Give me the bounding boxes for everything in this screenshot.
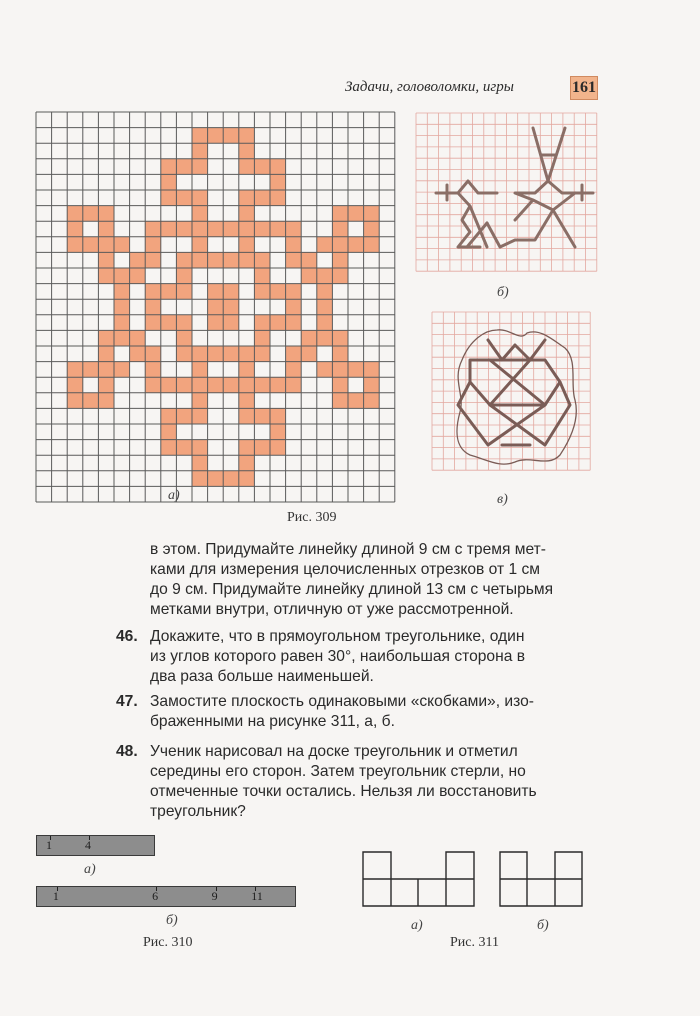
problem-number: 47. <box>116 693 138 710</box>
figure-309-caption: Рис. 309 <box>287 510 337 525</box>
text-line: Докажите, что в прямоугольном треугольнике, один <box>150 628 525 645</box>
ruler-label: 4 <box>85 838 91 852</box>
text-line: Ученик нарисовал на доске треугольник и отметил <box>150 743 518 760</box>
figure-309-label-v: в) <box>497 492 508 507</box>
text-line: метками внутри, отличную от уже рассмотренной. <box>150 601 514 618</box>
ruler-label: 1 <box>52 889 59 903</box>
figure-311-label-b: б) <box>537 918 549 933</box>
ruler-label: 6 <box>152 889 159 903</box>
bracket-a <box>363 852 474 906</box>
ruler-label: 11 <box>251 889 263 903</box>
figure-309-label-b: б) <box>497 285 509 300</box>
text-line: треугольник? <box>150 803 246 820</box>
figure-310-caption: Рис. 310 <box>143 935 193 950</box>
text-line: из углов которого равен 30°, наибольшая сторона в <box>150 648 525 665</box>
problem-number: 48. <box>116 743 138 760</box>
text-line: отмеченные точки остались. Нельзя ли восстановить <box>150 783 537 800</box>
figure-309-label-a: а) <box>168 488 180 503</box>
ruler-label: 1 <box>46 838 52 852</box>
text-line: до 9 см. Придумайте линейку длиной 13 см с четырьмя <box>150 581 554 598</box>
bracket-b <box>500 852 582 906</box>
text-line: браженными на рисунке 311, а, б. <box>150 713 395 730</box>
text-line: Замостите плоскость одинаковыми «скобками», изо- <box>150 693 534 710</box>
problem-number: 46. <box>116 628 138 645</box>
figure-311-label-a: а) <box>411 918 423 933</box>
text-line: в этом. Придумайте линейку длиной 9 см с тремя мет- <box>150 541 546 558</box>
page-number: 161 <box>570 76 598 100</box>
text-line: два раза больше наименьшей. <box>150 668 374 685</box>
figure-310-label-b: б) <box>166 913 178 928</box>
text-line: середины его сторон. Затем треугольник стерли, но <box>150 763 526 780</box>
ruler-label: 9 <box>211 889 218 903</box>
text-line: ками для измерения целочисленных отрезков от 1 см <box>150 561 540 578</box>
header-title: Задачи, головоломки, игры <box>345 79 514 95</box>
figure-310-label-a: а) <box>84 862 96 877</box>
figure-311-caption: Рис. 311 <box>450 935 499 950</box>
